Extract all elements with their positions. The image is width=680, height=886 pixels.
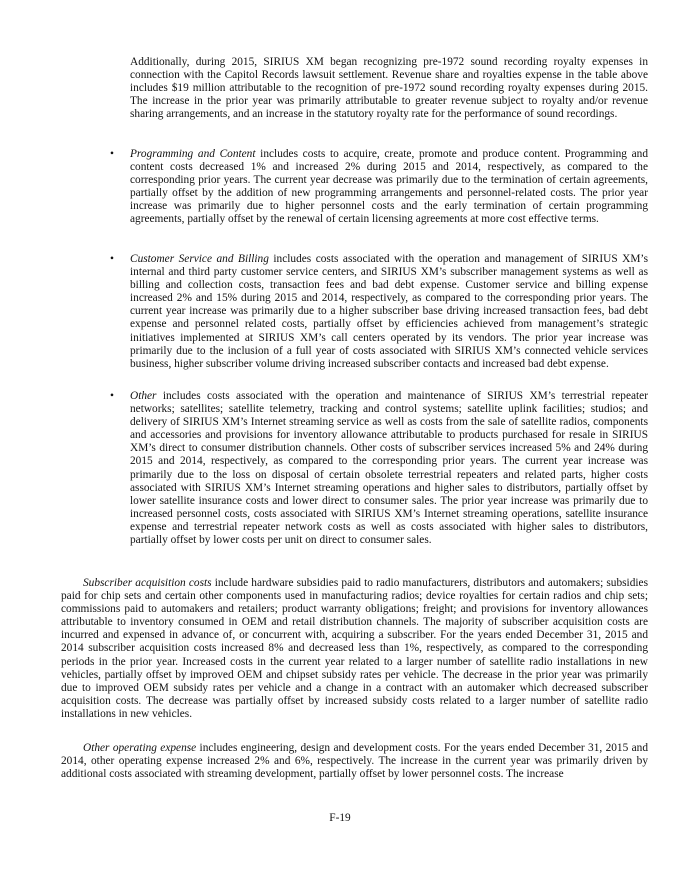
bullet-lead: Programming and Content [130, 148, 256, 160]
royalty-paragraph: Additionally, during 2015, SIRIUS XM began recognizing pre-1972 sound recording royalty expenses in connection with the Capitol Records lawsuit settlement. Revenue share and royalties expense in the table above includes $19 million attributable to the recognition of pre-1972 sound recording royalty expenses during 2015. The increase in the prior year was primarily attributable to greater revenue subject to royalty and/or revenue sharing arrangements, and an increase in the statutory royalty rate for the performance of sound recordings. [130, 56, 648, 121]
page-number: F-19 [329, 812, 351, 824]
other-operating-paragraph [61, 742, 648, 781]
paragraph-text: includes engineering, design and development costs. For the years ended December 31, 2015 and 2014, other operating expense increased 2% and 6%, respectively. The increase in the current year was primarily driven by additional costs associated with streaming development, partially offset by lower personnel costs. The increase [61, 742, 649, 781]
bullet-programming-content [110, 148, 648, 227]
bullet-icon: • [110, 148, 114, 160]
bullet-text: includes costs to acquire, create, promote and produce content. Programming and content costs decreased 1% and increased 2% during 2015 and 2014, respectively, as compared to the corresponding prior years. The current year decrease was primarily due to the termination of certain agreements, partially offset by the addition of new programming arrangements and personnel-related costs. The prior year increase was primarily due to higher personnel costs and the early termination of certain programming agreements, partially offset by the renewal of certain licensing agreements at more cost effective terms. [130, 148, 648, 226]
paragraph-lead: Subscriber acquisition costs [83, 577, 212, 589]
bullet-lead: Other [130, 390, 157, 402]
bullet-icon: • [110, 253, 114, 265]
paragraph-lead: Other operating expense [83, 742, 197, 754]
bullet-icon: • [110, 390, 114, 402]
bullet-text: includes costs associated with the operation and maintenance of SIRIUS XM’s terrestrial repeater networks; satellites; satellite telemetry, tracking and control systems; satellite uplink facilities; studios; and delivery of SIRIUS XM’s Internet streaming service as well as costs from the sale of satellite radios, components and accessories and provisions for inventory allowance attributable to products purchased for resale in SIRIUS XM’s direct to consumer distribution channels. Other costs of subscriber services increased 5% and 24% during 2015 and 2014, respectively, as compared to the corresponding prior years. The current year increase was primarily due to the loss on disposal of certain obsolete terrestrial repeaters and related parts, higher costs associated with SIRIUS XM’s Internet streaming operations and higher sales to distributors, partially offset by lower satellite insurance costs and lower direct to consumer sales. The prior year increase was primarily due to increased personnel costs, costs associated with SIRIUS XM’s Internet streaming operations, satellite insurance expense and terrestrial repeater network costs as well as costs associated with higher sales to distributors, partially offset by lower costs per unit on direct to consumer sales. [130, 390, 648, 547]
bullet-customer-service-billing [110, 253, 648, 371]
bullet-text: includes costs associated with the operation and management of SIRIUS XM’s internal and third party customer service centers, and SIRIUS XM’s subscriber management systems as well as billing and collection costs, transaction fees and bad debt expense. Customer service and billing expense increased 2% and 15% during 2015 and 2014, respectively, as compared to the corresponding prior years. The current year increase was primarily due to a higher subscriber base driving increased transaction fees, bad debt expense and personnel related costs, partially offset by efficiencies achieved from management’s strategic initiatives implemented at SIRIUS XM’s call centers operated by its vendors. The prior year increase was primarily due to the inclusion of a full year of costs associated with SIRIUS XM’s connected vehicle services business, higher subscriber volume driving increased subscriber contacts and increased bad debt expense. [130, 253, 648, 370]
bullet-lead: Customer Service and Billing [130, 253, 269, 265]
subscriber-acquisition-paragraph [61, 577, 648, 721]
bullet-other [110, 390, 648, 547]
paragraph-text: include hardware subsidies paid to radio manufacturers, distributors and automakers; subsidies paid for chip sets and certain other components used in manufacturing radios; device royalties for certain radios and chip sets; commissions paid to automakers and retailers; product warranty obligations; freight; and provisions for inventory allowances attributable to inventory consumed in OEM and retail distribution channels. The majority of subscriber acquisition costs are incurred and expensed in advance of, or concurrent with, acquiring a subscriber. For the years ended December 31, 2015 and 2014 subscriber acquisition costs increased 8% and decreased less than 1%, respectively, as compared to the corresponding periods in the prior year. Increased costs in the current year related to a larger number of satellite radio installations in new vehicles, partially offset by improved OEM and chipset subsidy rates per vehicle. The decrease in the prior year was primarily due to improved OEM subsidy rates per vehicle and a change in a contract with an automaker which decreased subscriber acquisition costs. The decrease was partially offset by increased subsidy costs related to a larger number of satellite radio installations in new vehicles. [61, 577, 648, 720]
